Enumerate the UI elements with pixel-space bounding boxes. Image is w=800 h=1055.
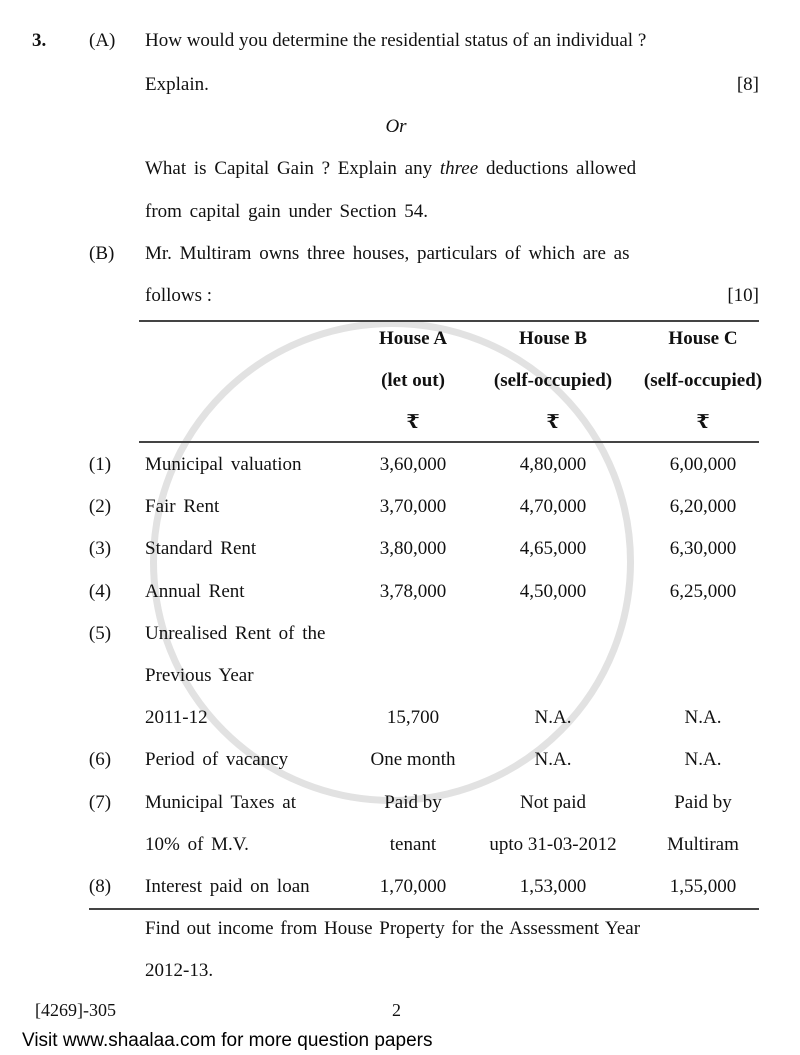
table-top-rule (139, 320, 759, 322)
row-number: (4) (88, 580, 112, 602)
table-cell-value: Not paid (520, 791, 586, 813)
table-cell-value: Paid by (674, 791, 732, 813)
table-cell-value: 1,70,000 (379, 876, 447, 897)
shaalaa-banner-link[interactable]: Visit www.shaalaa.com for more question papers (22, 1030, 433, 1051)
table-cell-value: 3,78,000 (379, 580, 447, 602)
paper-code: [4269]-305 (35, 1000, 116, 1020)
row-label: Municipal valuation (145, 454, 302, 475)
row-label: Previous Year (145, 665, 254, 686)
part-a-alt-line2: from capital gain under Section 54. (145, 201, 429, 222)
watermark-circle (150, 320, 634, 804)
row-label: Period of vacancy (145, 749, 289, 771)
part-b-line1: Mr. Multiram owns three houses, particulars of which are as (145, 243, 630, 264)
row-label: Annual Rent (145, 580, 245, 602)
row-label: Unrealised Rent of the (145, 622, 326, 644)
table-cell-value: 6,25,000 (669, 580, 737, 602)
alt-text: What is Capital Gain ? Explain any (145, 158, 440, 179)
row-label: 2011-12 (145, 707, 208, 729)
table-cell-value: 3,80,000 (379, 538, 447, 560)
table-header-rule (139, 441, 759, 443)
table-cell-value: 6,00,000 (669, 454, 737, 475)
part-b-footer-line2: 2012-13. (145, 960, 214, 981)
part-b-marks: [10] (727, 285, 759, 306)
alt-text: deductions allowed (478, 158, 637, 179)
row-number: (5) (88, 622, 112, 644)
table-cell-value: N.A. (534, 707, 572, 729)
table-cell-value: 1,53,000 (519, 876, 587, 897)
table-cell-value: tenant (389, 833, 437, 855)
row-number: (8) (88, 876, 112, 897)
row-label: Municipal Taxes at (145, 791, 297, 813)
part-a-label: (A) (89, 30, 116, 51)
row-label: Fair Rent (145, 496, 220, 518)
part-b-line2: follows : (145, 285, 213, 306)
table-cell-value: 3,70,000 (379, 496, 447, 518)
row-label: 10% of M.V. (145, 833, 249, 855)
column-header-name: House B (518, 328, 588, 349)
alt-emphasis: three (439, 158, 479, 179)
part-a-line1: How would you determine the residential status of an individual ? (145, 30, 647, 51)
table-cell-value: N.A. (534, 749, 572, 771)
column-header-type: (self-occupied) (643, 370, 763, 391)
column-header-type: (let out) (381, 370, 445, 391)
part-a-alt-line1 (145, 158, 636, 180)
row-label: Interest paid on loan (145, 876, 310, 897)
row-number: (3) (88, 538, 112, 560)
part-b-footer-line1: Find out income from House Property for the Assessment Year (145, 918, 641, 939)
part-b-label: (B) (89, 243, 115, 264)
table-cell-value: 6,30,000 (669, 538, 737, 560)
column-header-name: House A (378, 328, 448, 349)
column-header-type: (self-occupied) (493, 370, 613, 391)
table-cell-value: 4,80,000 (519, 454, 587, 475)
table-cell-value: 4,70,000 (519, 496, 587, 518)
row-number: (2) (88, 496, 112, 518)
table-cell-value: One month (370, 749, 456, 771)
table-cell-value: 3,60,000 (379, 454, 447, 475)
part-a-marks: [8] (736, 74, 759, 95)
column-header-name: House C (668, 328, 738, 349)
table-cell-value: 4,65,000 (519, 538, 587, 560)
table-bottom-rule (89, 908, 759, 910)
or-separator: Or (385, 116, 407, 137)
table-cell-value: Multiram (667, 833, 739, 855)
rupee-icon: ₹ (546, 412, 560, 433)
table-cell-value: 6,20,000 (669, 496, 737, 518)
table-cell-value: 4,50,000 (519, 580, 587, 602)
rupee-icon: ₹ (696, 412, 710, 433)
page-number: 2 (392, 1000, 401, 1020)
row-number: (1) (88, 454, 112, 475)
row-number: (6) (88, 749, 112, 771)
table-cell-value: 15,700 (386, 707, 440, 729)
table-cell-value: Paid by (384, 791, 442, 813)
table-cell-value: N.A. (684, 707, 722, 729)
rupee-icon: ₹ (406, 412, 420, 433)
question-number: 3. (32, 30, 47, 51)
part-a-line2: Explain. (145, 74, 209, 95)
table-cell-value: upto 31-03-2012 (489, 833, 617, 855)
table-cell-value: 1,55,000 (669, 876, 737, 897)
row-label: Standard Rent (145, 538, 257, 560)
table-cell-value: N.A. (684, 749, 722, 771)
row-number: (7) (88, 791, 112, 813)
